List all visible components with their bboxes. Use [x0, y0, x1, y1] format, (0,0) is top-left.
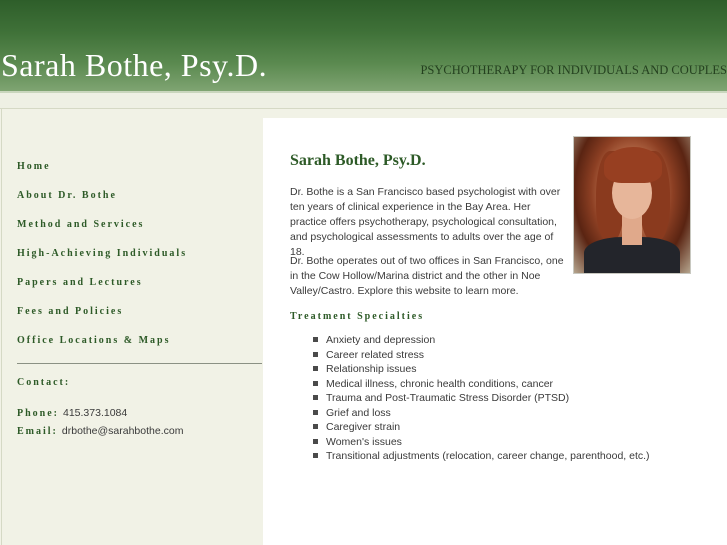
square-bullet-icon — [313, 381, 318, 386]
sidebar-divider — [17, 363, 262, 364]
list-item: Medical illness, chronic health conditions, cancer — [313, 377, 650, 392]
square-bullet-icon — [313, 453, 318, 458]
list-item: Anxiety and depression — [313, 333, 650, 348]
specialties-heading: Treatment Specialties — [290, 311, 425, 322]
list-item: Trauma and Post-Traumatic Stress Disorder (PTSD) — [313, 391, 650, 406]
sidebar-nav — [17, 160, 262, 363]
list-item: Transitional adjustments (relocation, career change, parenthood, etc.) — [313, 449, 650, 464]
contact-heading: Contact: — [17, 377, 71, 388]
list-item: Women's issues — [313, 435, 650, 450]
nav-item-high-achieving[interactable]: High-Achieving Individuals — [17, 248, 188, 259]
list-item: Relationship issues — [313, 362, 650, 377]
square-bullet-icon — [313, 395, 318, 400]
nav-item-about[interactable]: About Dr. Bothe — [17, 190, 117, 201]
square-bullet-icon — [313, 410, 318, 415]
header-divider — [0, 91, 727, 93]
phone-label: Phone: — [17, 408, 59, 419]
email-link[interactable]: drbothe@sarahbothe.com — [61, 425, 184, 437]
square-bullet-icon — [313, 337, 318, 342]
intro-paragraph: Dr. Bothe is a San Francisco based psychologist with over ten years of clinical experience in the Bay Area. Her practice offers psychotherapy, psychological consultation, and psychological assessments to adults over the age of 18. — [290, 186, 561, 258]
nav-item-fees-policies[interactable]: Fees and Policies — [17, 306, 124, 317]
email-label: Email: — [17, 426, 58, 437]
nav-item-office-locations[interactable]: Office Locations & Maps — [17, 335, 171, 346]
square-bullet-icon — [313, 439, 318, 444]
specialties-list — [313, 333, 650, 464]
square-bullet-icon — [313, 424, 318, 429]
list-item: Caregiver strain — [313, 420, 650, 435]
page-title: Sarah Bothe, Psy.D. — [290, 152, 426, 169]
list-item: Career related stress — [313, 348, 650, 363]
contact-email-row — [17, 423, 183, 439]
frame-top-line — [0, 108, 727, 109]
site-header — [0, 0, 727, 91]
nav-item-method-services[interactable]: Method and Services — [17, 219, 145, 230]
phone-number: 415.373.1084 — [63, 407, 128, 419]
site-name[interactable]: Sarah Bothe, Psy.D. — [1, 47, 268, 83]
list-item: Grief and loss — [313, 406, 650, 421]
nav-item-home[interactable]: Home — [17, 161, 51, 172]
square-bullet-icon — [313, 366, 318, 371]
square-bullet-icon — [313, 352, 318, 357]
site-tagline: PSYCHOTHERAPY FOR INDIVIDUALS AND COUPLES — [420, 63, 727, 77]
frame-left-line — [1, 108, 2, 545]
portrait-photo — [573, 136, 691, 274]
contact-phone-row — [17, 405, 127, 421]
offices-paragraph: Dr. Bothe operates out of two offices in San Francisco, one in the Cow Hollow/Marina district and the other in Noe Valley/Castro. Explore this website to learn more. — [290, 255, 564, 297]
nav-item-papers-lectures[interactable]: Papers and Lectures — [17, 277, 143, 288]
